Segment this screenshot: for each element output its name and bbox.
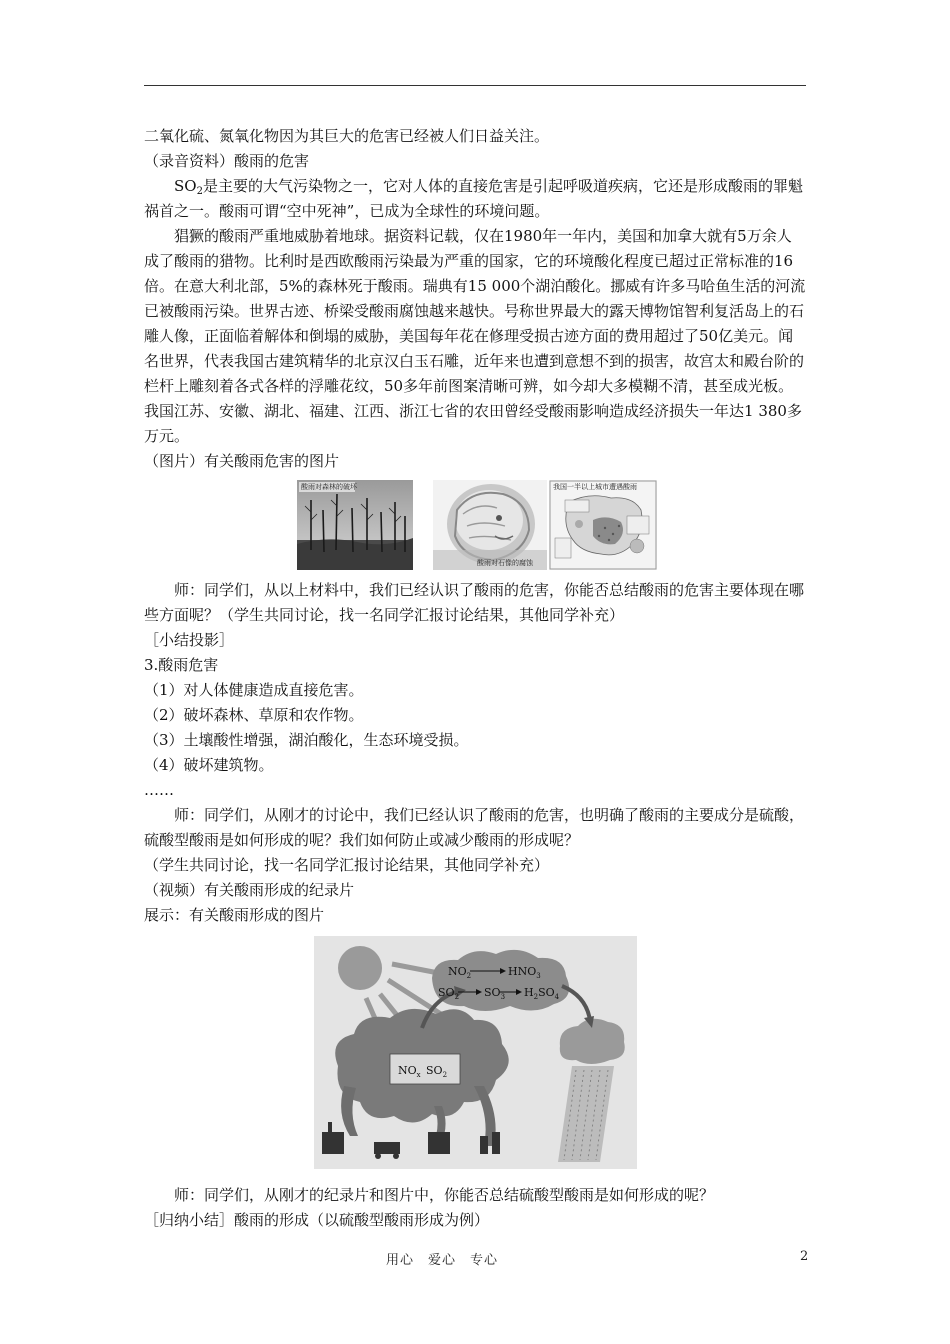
list-item: （4）破坏建筑物。 <box>144 756 274 774</box>
nox-sub: x <box>416 1071 421 1079</box>
paragraph-show-picture: 展示：有关酸雨形成的图片 <box>144 906 325 924</box>
paragraph-so2 <box>144 174 806 224</box>
paragraph-student-discussion: （学生共同讨论，找一名同学汇报讨论结果，其他同学补充） <box>144 856 550 874</box>
paragraph-picture-heading: （图片）有关酸雨危害的图片 <box>144 452 340 470</box>
paragraph-video-heading: （视频）有关酸雨形成的纪录片 <box>144 881 355 899</box>
no2-sub: 2 <box>466 972 472 980</box>
so2-sub-bottom: 2 <box>442 1071 448 1079</box>
list-item: （1）对人体健康造成直接危害。 <box>144 681 364 699</box>
document-body <box>144 124 806 1233</box>
h2so4-label-so: SO <box>538 986 555 999</box>
so2-label-bottom: SO <box>426 1064 443 1077</box>
h2so4-label: H <box>524 986 534 999</box>
hno3-sub: 3 <box>536 972 541 980</box>
nox-label: NO <box>398 1064 417 1077</box>
so2-subscript: 2 <box>196 186 203 197</box>
list-item: （2）破坏森林、草原和农作物。 <box>144 706 364 724</box>
ellipsis: …… <box>144 781 174 799</box>
forest-caption: 酸雨对森林的破坏 <box>301 483 357 491</box>
acid-rain-formation-diagram-wrap <box>144 928 806 1183</box>
paragraph-intro: 二氧化硫、氮氧化物因为其巨大的危害已经被人们日益关注。 <box>144 127 550 145</box>
so3-label: SO <box>484 986 501 999</box>
so2-label-top: SO <box>438 986 455 999</box>
header-rule <box>144 85 806 86</box>
page-number: 2 <box>800 1249 809 1264</box>
statue-corrosion-image <box>433 480 547 570</box>
paragraph-acid-rain-harm-heading: 3.酸雨危害 <box>144 656 219 674</box>
forest-damage-image <box>297 480 413 570</box>
paragraph-summary-projection: ［小结投影］ <box>144 631 235 649</box>
china-acid-rain-map-image <box>549 480 657 570</box>
no2-label: NO <box>448 965 467 978</box>
svg-text:H2SO4 <box>524 986 560 1001</box>
so2-sub-top: 2 <box>454 993 460 1001</box>
acid-rain-damage-figures <box>144 474 806 578</box>
paragraph-teacher-question-1: 师：同学们，从以上材料中，我们已经认识了酸雨的危害，你能否总结酸雨的危害主要体现在哪些方面呢？（学生共同讨论，找一名同学汇报讨论结果，其他同学补充） <box>144 581 805 624</box>
svg-text:HNO3 <box>508 965 541 980</box>
so3-sub: 3 <box>500 993 506 1001</box>
paragraph-acid-rain-facts: 猖獗的酸雨严重地威胁着地球。据资料记载，仅在1980年一年内，美国和加拿大就有5万余人成了酸雨的猎物。比利时是西欧酸雨污染最为严重的国家，它的环境酸化程度已超过正常标准的16倍。在意大利北部，5%的森林死于酸雨。瑞典有15 000个湖泊酸化。挪威有许多马哈鱼生活的河流已被酸雨污染。世界古迹、桥梁受酸雨腐蚀越来越快。号称世界最大的露天博物馆智利复活岛上的石雕人像，正面临着解体和倒塌的威胁，美国每年花在修理受损古迹方面的费用超过了50亿美元。闻名世界，代表我国古建筑精华的北京汉白玉石雕，近年来也遭到意想不到的损害，故宫太和殿台阶的栏杆上雕刻着各式各样的浮雕花纹，50多年前图案清晰可辨，如今却大多模糊不清，甚至成光板。我国江苏、安徽、湖北、福建、江西、浙江七省的农田曾经受酸雨影响造成经济损失一年达1 380多万元。 <box>144 227 806 445</box>
h2so4-sub-h: 2 <box>533 993 539 1001</box>
paragraph-teacher-question-3: 师：同学们，从刚才的纪录片和图片中，你能否总结硫酸型酸雨是如何形成的呢？ <box>174 1186 715 1204</box>
footer-motto: 用心 爱心 专心 <box>386 1253 499 1268</box>
paragraph-audio-heading: （录音资料）酸雨的危害 <box>144 152 310 170</box>
acid-rain-formation-diagram <box>314 936 637 1169</box>
list-item: （3）土壤酸性增强，湖泊酸化，生态环境受损。 <box>144 731 469 749</box>
map-caption: 我国一半以上城市遭遇酸雨 <box>553 483 637 491</box>
paragraph-induction-summary: ［归纳小结］酸雨的形成（以硫酸型酸雨形成为例） <box>144 1211 490 1229</box>
statue-caption: 酸雨对石像的腐蚀 <box>477 559 533 567</box>
hno3-label: HNO <box>508 965 537 978</box>
paragraph-teacher-question-2: 师：同学们，从刚才的讨论中，我们已经认识了酸雨的危害，也明确了酸雨的主要成分是硫酸，硫酸型酸雨是如何形成的呢？我们如何防止或减少酸雨的形成呢？ <box>144 806 805 849</box>
so2-rest: 是主要的大气污染物之一，它对人体的直接危害是引起呼吸道疾病，它还是形成酸雨的罪魁祸首之一。酸雨可谓“空中死神”，已成为全球性的环境问题。 <box>144 177 803 220</box>
h2so4-sub-4: 4 <box>554 993 560 1001</box>
so2-text: SO <box>174 177 197 195</box>
